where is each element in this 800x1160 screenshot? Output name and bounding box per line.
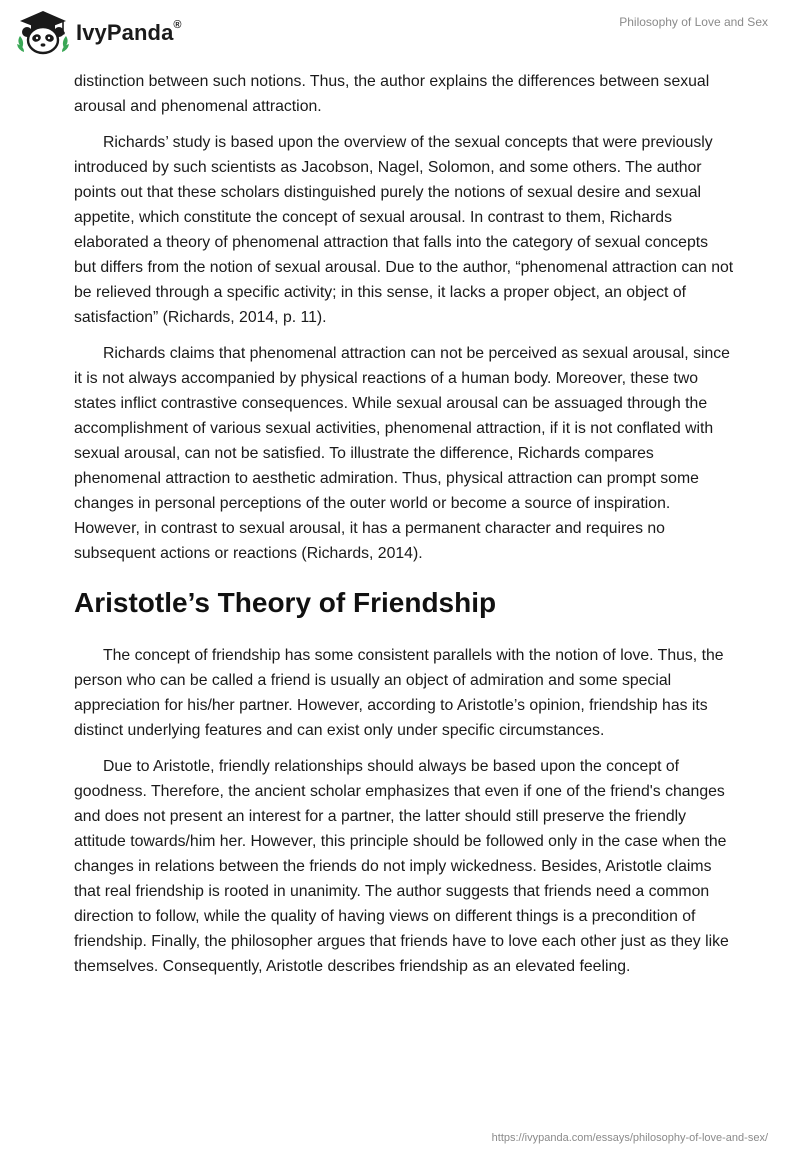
paragraph: Richards claims that phenomenal attraction can not be perceived as sexual arousal, since it is not always accompanied by physical reactions of a human body. Moreover, these two states inflict contrastive consequences. While sexual arousal can be assuaged through the accomplishment of various sexual activities, phenomenal attraction, if it is not conflated with sexual arousal, can not be satisfied. To illustrate the difference, Richards compares phenomenal attraction to aesthetic admiration. Thus, physical attraction can prompt some changes in personal perceptions of the outer world or become a source of inspiration. However, in contrast to sexual arousal, it has a permanent character and requires no subsequent actions or reactions (Richards, 2014). <box>74 345 730 562</box>
paragraph: The concept of friendship has some consistent parallels with the notion of love. Thus, the person who can be called a friend is usually an object of admiration and some special appreciation for his/her partner. However, according to Aristotle’s opinion, friendship has its distinct underlying features and can exist only under specific circumstances. <box>74 647 724 739</box>
panda-graduation-cap-icon <box>14 8 72 56</box>
brand-name: IvyPanda <box>76 20 174 45</box>
paragraph: Richards’ study is based upon the overview of the sexual concepts that were previously introduced by such scientists as Jacobson, Nagel, Solomon, and some others. The author points out that these scholars distinguished purely the notions of sexual desire and sexual appetite, which constitute the concept of sexual arousal. In contrast to them, Richards elaborated a theory of phenomenal attraction that falls into the category of sexual concepts but differs from the notion of sexual arousal. Due to the author, “phenomenal attraction can not be relieved through a specific activity; in this sense, it lacks a proper object, an object of satisfaction” (Richards, 2014, p. 11). <box>74 134 734 326</box>
section-heading: Aristotle’s Theory of Friendship <box>74 587 497 618</box>
logo-wordmark <box>76 20 182 46</box>
document-title: Philosophy of Love and Sex <box>619 15 768 29</box>
essay-content <box>74 69 734 990</box>
paragraph: Due to Aristotle, friendly relationships should always be based upon the concept of goodness. Therefore, the ancient scholar emphasizes that even if one of the friend's changes and does not present an interest for a partner, the latter should still preserve the friendly attitude towards/him her. However, this principle should be followed only in the case when the changes in relations between the friends do not imply wickedness. Besides, Aristotle claims that real friendship is rooted in unanimity. The author suggests that friends need a common direction to follow, while the quality of having views on different things is a precondition of friendship. Finally, the philosopher argues that friends have to love each other just as they like themselves. Consequently, Aristotle describes friendship as an elevated feeling. <box>74 758 729 975</box>
paragraph-continued: distinction between such notions. Thus, the author explains the differences between sexual arousal and phenomenal attraction. <box>74 73 710 115</box>
ivypanda-logo[interactable] <box>14 8 182 56</box>
page-header <box>0 0 800 70</box>
registered-mark: ® <box>173 18 182 31</box>
footer-url[interactable]: https://ivypanda.com/essays/philosophy-of-love-and-sex/ <box>491 1132 768 1144</box>
